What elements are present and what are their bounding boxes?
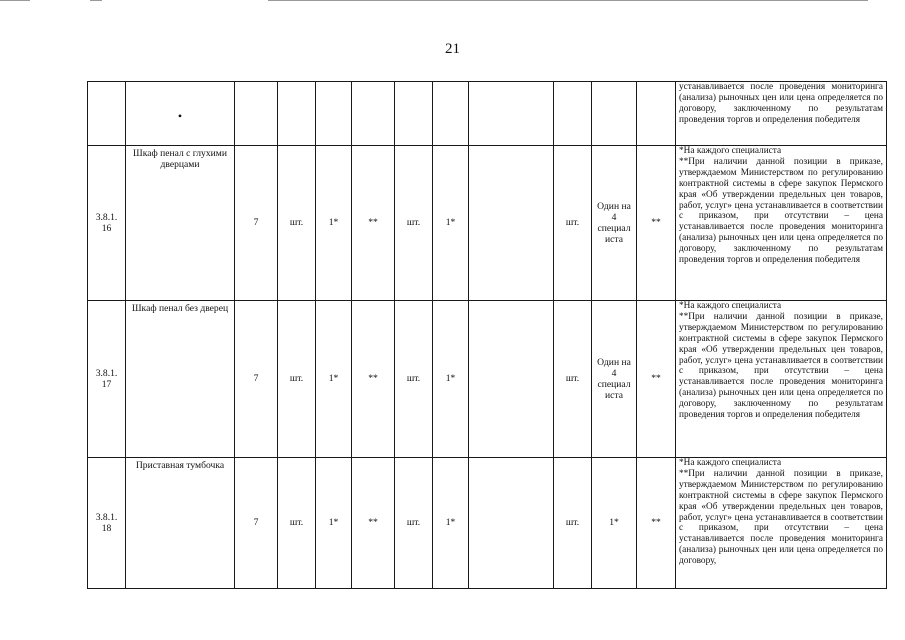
table-row <box>88 458 887 589</box>
row-id-cell <box>88 146 126 301</box>
page-number: 21 <box>445 41 460 57</box>
norm-cell: 1* <box>316 301 352 458</box>
table-row <box>88 82 887 146</box>
norm-cell: Один на 4 специал иста <box>592 146 637 301</box>
row-id: 3.8.1. 18 <box>95 511 118 534</box>
price-cell <box>637 82 676 146</box>
qty-cell: 7 <box>235 301 278 458</box>
norm-cell: 1* <box>316 146 352 301</box>
unit-cell: шт. <box>395 458 433 589</box>
unit-cell: шт. <box>554 458 592 589</box>
note-cell: *На каждого специалиста **При наличии данной позиции в приказе, утверждаемом Министерством по регулированию контрактной системы в сфере закупок Пермского края «Об утверждении предельных цен товаров, работ, услуг» цена устанавливается в соответствии с приказом, при отсутствии – цена устанавливается после проведения мониторинга (анализа) рыночных цен или цена определяется по договору, заключенному по результатам проведения торгов и определения победителя <box>676 146 887 301</box>
norm-cell: 1* <box>433 458 469 589</box>
unit-cell: шт. <box>278 146 316 301</box>
qty-cell: 7 <box>235 458 278 589</box>
price-cell: ** <box>352 458 395 589</box>
price-cell: ** <box>637 458 676 589</box>
unit-cell: шт. <box>395 146 433 301</box>
dot-mark: • <box>177 108 183 123</box>
norm-cell <box>433 82 469 146</box>
norm-cell: 1* <box>433 301 469 458</box>
item-name-cell: Шкаф пенал без дверец <box>126 301 235 458</box>
note-cell: *На каждого специалиста **При наличии данной позиции в приказе, утверждаемом Министерством по регулированию контрактной системы в сфере закупок Пермского края «Об утверждении предельных цен товаров, работ, услуг» цена устанавливается в соответствии с приказом, при отсутствии – цена устанавливается после проведения мониторинга (анализа) рыночных цен или цена определяется по договору, <box>676 458 887 589</box>
empty-cell <box>469 458 554 589</box>
table-row <box>88 146 887 301</box>
price-cell <box>352 82 395 146</box>
table-row <box>88 301 887 458</box>
scan-edge-line <box>268 0 868 1</box>
scan-edge-line <box>0 0 30 1</box>
scan-edge-line <box>90 0 102 1</box>
unit-cell: шт. <box>278 458 316 589</box>
item-name-cell: Приставная тумбочка <box>126 458 235 589</box>
unit-cell <box>554 82 592 146</box>
empty-cell <box>469 82 554 146</box>
price-cell: ** <box>637 301 676 458</box>
note-cell: устанавливается после проведения мониторинга (анализа) рыночных цен или цена определяется по договору, заключенному по результатам проведения торгов и определения победителя <box>676 82 887 146</box>
document-table <box>87 81 887 589</box>
item-name-cell: Шкаф пенал с глухими дверцами <box>126 146 235 301</box>
unit-cell: шт. <box>278 301 316 458</box>
norm-cell <box>316 82 352 146</box>
norm-cell: 1* <box>592 458 637 589</box>
norm-cell <box>592 82 637 146</box>
row-id-cell <box>88 82 126 146</box>
row-id-cell <box>88 458 126 589</box>
unit-cell <box>395 82 433 146</box>
unit-cell: шт. <box>554 146 592 301</box>
qty-cell <box>235 82 278 146</box>
note-cell: *На каждого специалиста **При наличии данной позиции в приказе, утверждаемом Министерством по регулированию контрактной системы в сфере закупок Пермского края «Об утверждении предельных цен товаров, работ, услуг» цена устанавливается в соответствии с приказом, при отсутствии – цена устанавливается после проведения мониторинга (анализа) рыночных цен или цена определяется по договору, заключенному по результатам проведения торгов и определения победителя <box>676 301 887 458</box>
empty-cell <box>469 146 554 301</box>
qty-cell: 7 <box>235 146 278 301</box>
norm-cell: Один на 4 специал иста <box>592 301 637 458</box>
price-cell: ** <box>352 146 395 301</box>
norm-cell: 1* <box>433 146 469 301</box>
unit-cell: шт. <box>554 301 592 458</box>
unit-cell <box>278 82 316 146</box>
price-cell: ** <box>352 301 395 458</box>
empty-cell <box>469 301 554 458</box>
price-cell: ** <box>637 146 676 301</box>
row-id: 3.8.1. 16 <box>95 211 118 234</box>
norm-cell: 1* <box>316 458 352 589</box>
unit-cell: шт. <box>395 301 433 458</box>
row-id-cell <box>88 301 126 458</box>
row-id: 3.8.1. 17 <box>95 367 118 390</box>
item-name-cell <box>126 82 235 146</box>
